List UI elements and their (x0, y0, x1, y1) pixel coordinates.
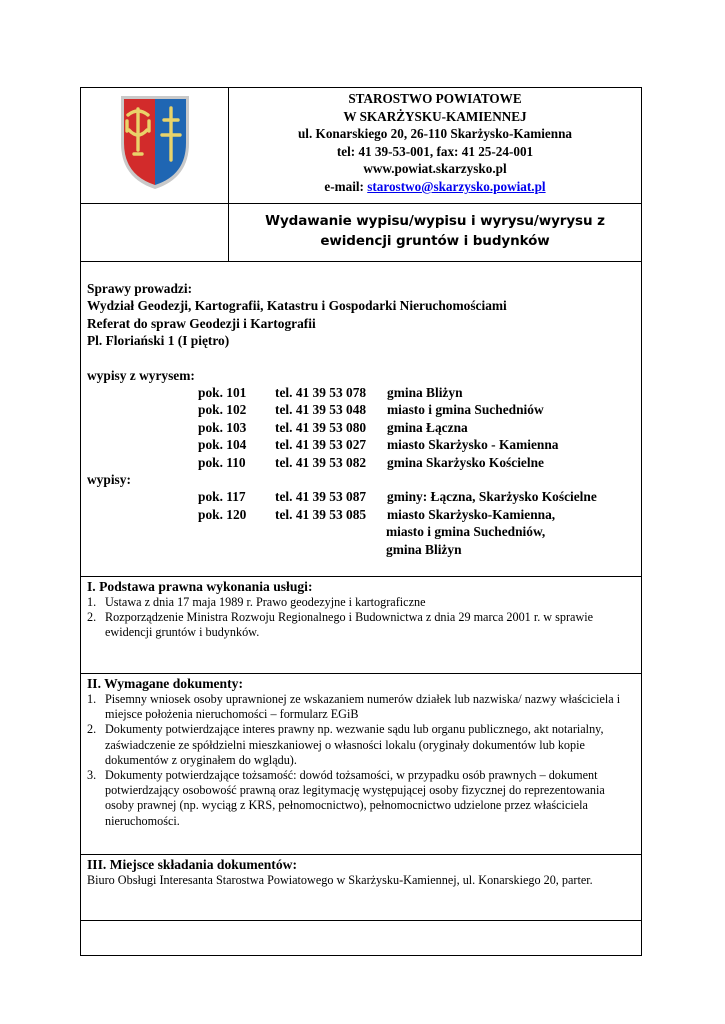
room-row (87, 401, 635, 418)
handled-by-label: Sprawy prowadzi: (87, 281, 193, 296)
room-area: gminy: Łączna, Skarżysko Kościelne (387, 489, 597, 505)
submission-place-section (81, 855, 642, 921)
room-number: pok. 104 (198, 437, 247, 453)
unit-name: Referat do spraw Geodezji i Kartografii (87, 315, 316, 331)
room-row (87, 419, 635, 436)
room-row (87, 506, 635, 523)
room-row (87, 454, 635, 471)
room-number: pok. 110 (198, 454, 246, 470)
legal-basis-list (87, 595, 635, 641)
group-label-extracts: wypisy: (87, 472, 131, 488)
unit-location: Pl. Floriański 1 (I piętro) (87, 333, 230, 349)
room-area-continued: miasto i gmina Suchedniów, (386, 524, 546, 540)
room-area: gmina Bliżyn (387, 385, 463, 401)
room-phone: tel. 41 39 53 027 (275, 437, 367, 453)
required-documents-list (87, 692, 635, 829)
room-list-2 (87, 488, 635, 558)
required-documents-section (81, 674, 642, 855)
office-email-line (229, 178, 641, 196)
contact-section (81, 262, 642, 577)
section-title: I. Podstawa prawna wykonania usługi: (87, 579, 313, 594)
room-area: miasto i gmina Suchedniów (387, 402, 544, 418)
list-item: 2. Rozporządzenie Ministra Rozwoju Regionalnego i Budownictwa z dnia 29 marca 2001 r. w sprawie ewidencji gruntów i budynków. (87, 610, 594, 640)
group-label-extracts-with-maps: wypisy z wyrysem: (87, 367, 195, 383)
office-phone: tel: 41 39-53-001, fax: 41 25-24-001 (336, 143, 534, 159)
room-number: pok. 103 (198, 419, 247, 435)
room-area: miasto Skarżysko - Kamienna (387, 437, 559, 453)
email-link[interactable]: starostwo@skarzysko.powiat.pl (367, 178, 546, 194)
legal-basis-section (81, 577, 642, 674)
office-city: W SKARŻYSKU-KAMIENNEJ (343, 108, 527, 124)
room-number: pok. 101 (198, 385, 247, 401)
submission-place-text: Biuro Obsługi Interesanta Starostwa Powiatowego w Skarżysku-Kamiennej, ul. Konarskiego 20, parter. (87, 873, 593, 887)
room-phone: tel. 41 39 53 078 (275, 385, 367, 401)
room-number: pok. 102 (198, 402, 247, 418)
list-item: 2. Dokumenty potwierdzające interes prawny np. wezwanie sądu lub organu publicznego, akt notarialny, zaświadczenie ze spółdzielni mieszkaniowej o własności lokalu (oryginały dokumentów lub kopie dokumentów z oryginałem do wglądu). (87, 722, 604, 767)
room-phone: tel. 41 39 53 085 (275, 506, 367, 522)
room-row (87, 384, 635, 401)
list-item: 1. Pisemny wniosek osoby uprawnionej ze wskazaniem numerów działek lub nazwiska/ nazwy właściciela i miejsce położenia nieruchomości – formularz EGiB (87, 692, 621, 722)
department-name: Wydział Geodezji, Kartografii, Katastru i Gospodarki Nieruchomościami (87, 298, 507, 314)
email-label: e-mail: (324, 178, 368, 194)
service-title-line-2: ewidencji gruntów i budynków (320, 233, 550, 249)
room-area: gmina Łączna (387, 419, 468, 435)
office-name: STAROSTWO POWIATOWE (348, 91, 522, 106)
room-phone: tel. 41 39 53 048 (275, 402, 367, 418)
document-page (80, 87, 641, 956)
office-website: www.powiat.skarzysko.pl (363, 161, 507, 177)
service-title-line-1: Wydawanie wypisu/wypisu i wyrysu/wyrysu z (265, 213, 605, 229)
coat-of-arms-icon (81, 88, 229, 198)
office-header (229, 88, 642, 204)
section-title: II. Wymagane dokumenty: (87, 676, 243, 691)
service-title (229, 204, 642, 262)
title-left-cell (81, 204, 229, 262)
list-item: 1. Ustawa z dnia 17 maja 1989 r. Prawo geodezyjne i kartograficzne (87, 595, 426, 609)
room-row (87, 436, 635, 453)
room-area: miasto Skarżysko-Kamienna, (387, 506, 556, 522)
room-row (87, 488, 635, 505)
room-phone: tel. 41 39 53 087 (275, 489, 367, 505)
list-item: 3. Dokumenty potwierdzające tożsamość: dowód tożsamości, w przypadku osób prawnych – dokument potwierdzający osobowość prawną oraz legitymację występującej osoby fizycznej do reprezentowania osoby prawnej (np. wyciąg z KRS, pełnomocnictwo), pełnomocnictwo udzielone przez właściciela nieruchomości. (87, 768, 605, 828)
crest-cell (81, 88, 229, 204)
room-list-1 (87, 384, 635, 471)
room-area: gmina Skarżysko Kościelne (387, 454, 544, 470)
room-number: pok. 117 (198, 489, 246, 505)
office-address: ul. Konarskiego 20, 26-110 Skarżysko-Kamienna (297, 126, 573, 142)
document-table (80, 87, 642, 956)
room-area-continued: gmina Bliżyn (386, 541, 462, 557)
room-number: pok. 120 (198, 506, 247, 522)
room-phone: tel. 41 39 53 080 (275, 419, 367, 435)
section-title: III. Miejsce składania dokumentów: (87, 857, 297, 872)
room-phone: tel. 41 39 53 082 (275, 454, 367, 470)
empty-footer-cell (81, 921, 642, 956)
